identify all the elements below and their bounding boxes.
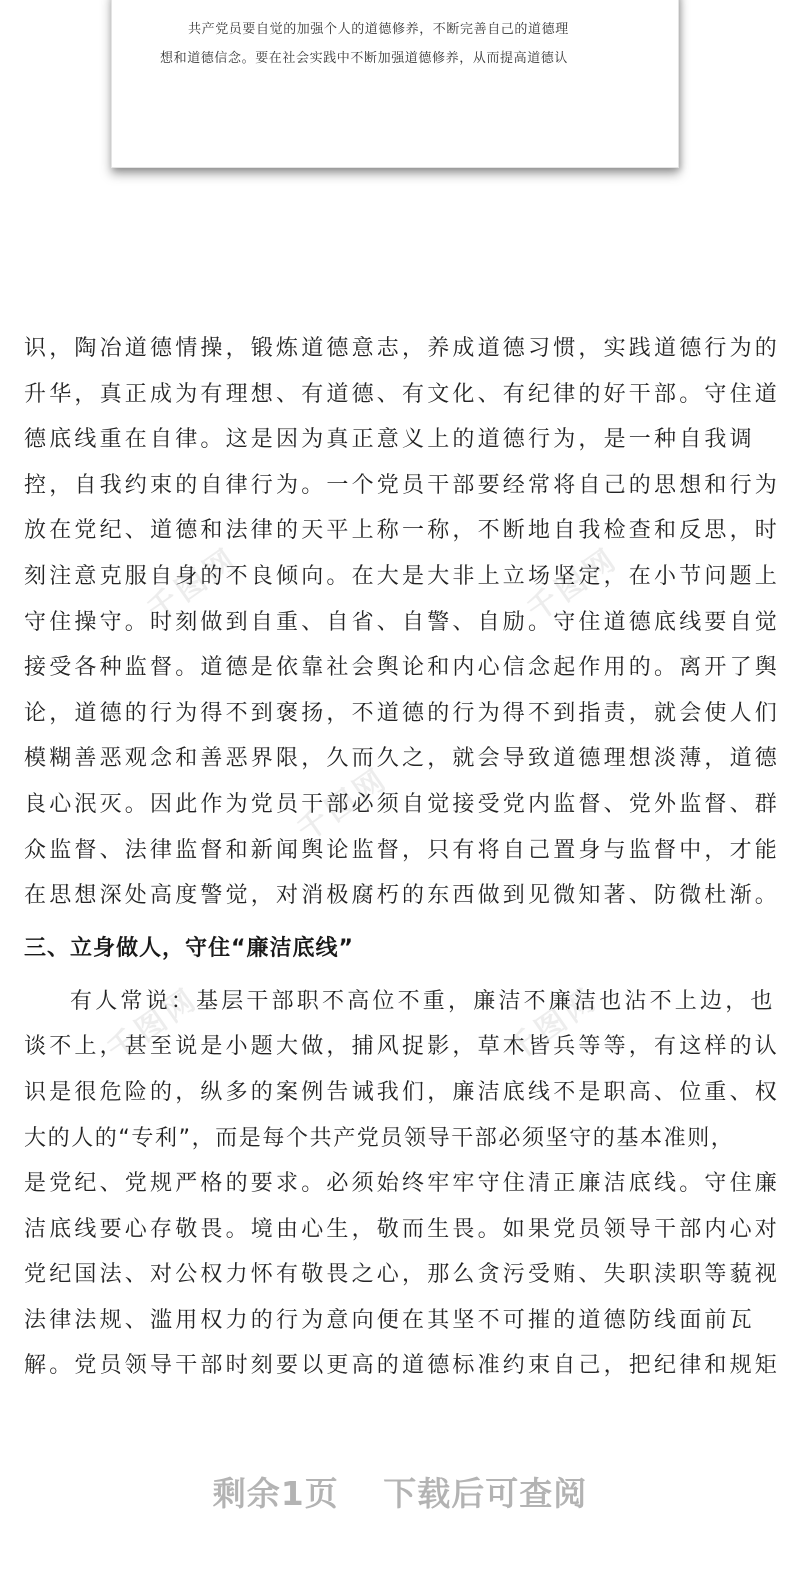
section-heading: 三、立身做人，守住“廉洁底线” — [24, 935, 354, 961]
watermark: 千图网 — [521, 541, 625, 629]
text-line: 众监督、法律监督和新闻舆论监督，只有将自己置身与监督中，才能 — [24, 837, 781, 863]
text-line: 大的人的“专利”，而是每个共产党员领导干部必须坚守的基本准则， — [24, 1125, 735, 1151]
watermark: 千图网 — [291, 761, 395, 849]
text-line: 论，道德的行为得不到褒扬，不道德的行为得不到指责，就会使人们 — [24, 700, 781, 726]
text-line: 接受各种监督。道德是依靠社会舆论和内心信念起作用的。离开了舆 — [24, 655, 781, 681]
text-line: 在思想深处高度警觉，对消极腐朽的东西做到见微知著、防微杜渐。 — [24, 883, 781, 909]
text-line: 有人常说：基层干部职不高位不重，廉洁不廉洁也沾不上边，也 — [70, 988, 776, 1014]
preview-card — [111, 0, 679, 168]
text-line: 法律法规、滥用权力的行为意向便在其坚不可摧的道德防线面前瓦 — [24, 1307, 755, 1333]
paragraph — [24, 326, 784, 919]
text-line: 解。党员领导干部时刻要以更高的道德标准约束自己，把纪律和规矩 — [24, 1353, 781, 1379]
text-line: 谈不上，甚至说是小题大做，捕风捉影，草木皆兵等等，有这样的认 — [24, 1034, 781, 1060]
watermark: 千图网 — [501, 981, 605, 1069]
text-line: 党纪国法、对公权力怀有敬畏之心，那么贪污受贿、失职渎职等藐视 — [24, 1262, 781, 1288]
paragraph — [24, 979, 784, 1389]
text-line: 守住操守。时刻做到自重、自省、自警、自励。守住道德底线要自觉 — [24, 609, 781, 635]
download-prompt[interactable] — [0, 1468, 800, 1515]
document-body — [24, 326, 784, 1389]
text-line: 放在党纪、道德和法律的天平上称一称，不断地自我检查和反思，时 — [24, 518, 781, 544]
watermark: 千图网 — [141, 541, 245, 629]
text-line: 模糊善恶观念和善恶界限，久而久之，就会导致道德理想淡薄，道德 — [24, 746, 781, 772]
download-hint-label: 下载后可查阅 — [383, 1474, 588, 1513]
watermark: 千图网 — [101, 981, 205, 1069]
text-line: 德底线重在自律。这是因为真正意义上的道德行为，是一种自我调 — [24, 427, 755, 453]
remaining-pages-label: 剩余1页 — [212, 1474, 339, 1513]
text-line: 良心泯灭。因此作为党员干部必须自觉接受党内监督、党外监督、群 — [24, 791, 781, 817]
text-line: 识是很危险的，纵多的案例告诫我们，廉洁底线不是职高、位重、权 — [24, 1079, 781, 1105]
text-line: 洁底线要心存敬畏。境由心生，敬而生畏。如果党员领导干部内心对 — [24, 1216, 781, 1242]
text-line: 升华，真正成为有理想、有道德、有文化、有纪律的好干部。守住道 — [24, 381, 781, 407]
text-line: 识，陶冶道德情操，锻炼道德意志，养成道德习惯，实践道德行为的 — [24, 336, 781, 361]
text-line: 控，自我约束的自律行为。一个党员干部要经常将自己的思想和行为 — [24, 472, 781, 498]
preview-line: 共产党员要自觉的加强个人的道德修养，不断完善自己的道德理 — [188, 22, 569, 37]
text-line: 刻注意克服自身的不良倾向。在大是大非上立场坚定，在小节问题上 — [24, 563, 781, 589]
text-line: 是党纪、党规严格的要求。必须始终牢牢守住清正廉洁底线。守住廉 — [24, 1171, 781, 1197]
preview-line: 想和道德信念。要在社会实践中不断加强道德修养，从而提高道德认 — [160, 51, 569, 66]
